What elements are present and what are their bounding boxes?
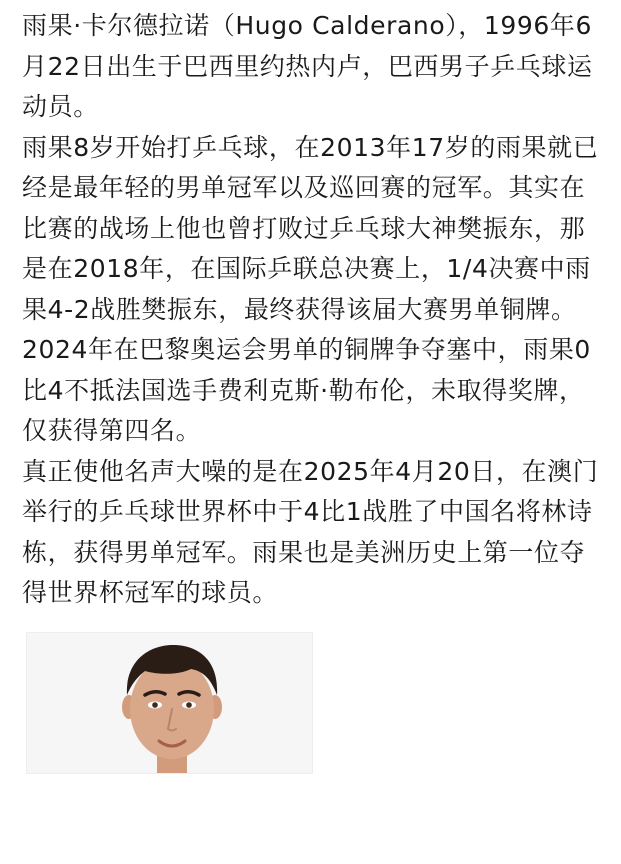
paragraph-intro: 雨果·卡尔德拉诺（Hugo Calderano），1996年6月22日出生于巴西里约热内卢，巴西男子乒乓球运动员。 bbox=[22, 11, 593, 121]
right-pupil-shape bbox=[186, 702, 192, 708]
paragraph-olympics: 2024年在巴黎奥运会男单的铜牌争夺塞中，雨果0比4不抵法国选手费利克斯·勒布伦，未取得奖牌，仅获得第四名。 bbox=[22, 335, 591, 445]
paragraph-world-cup: 真正使他名声大噪的是在2025年4月20日，在澳门举行的乒乓球世界杯中于4比1战胜了中国名将林诗栋，获得男单冠军。雨果也是美洲历史上第一位夺得世界杯冠军的球员。 bbox=[22, 456, 599, 607]
portrait-illustration bbox=[107, 633, 237, 773]
paragraph-career: 雨果8岁开始打乒乓球，在2013年17岁的雨果就已经是最年轻的男单冠军以及巡回赛的冠军。其实在比赛的战场上他也曾打败过乒乓球大神樊振东，那是在2018年，在国际乒联总决赛上，1/4决赛中雨果4-2战胜樊振东，最终获得该届大赛男单铜牌。 bbox=[22, 132, 599, 324]
left-pupil-shape bbox=[152, 702, 158, 708]
portrait-photo bbox=[26, 632, 313, 774]
